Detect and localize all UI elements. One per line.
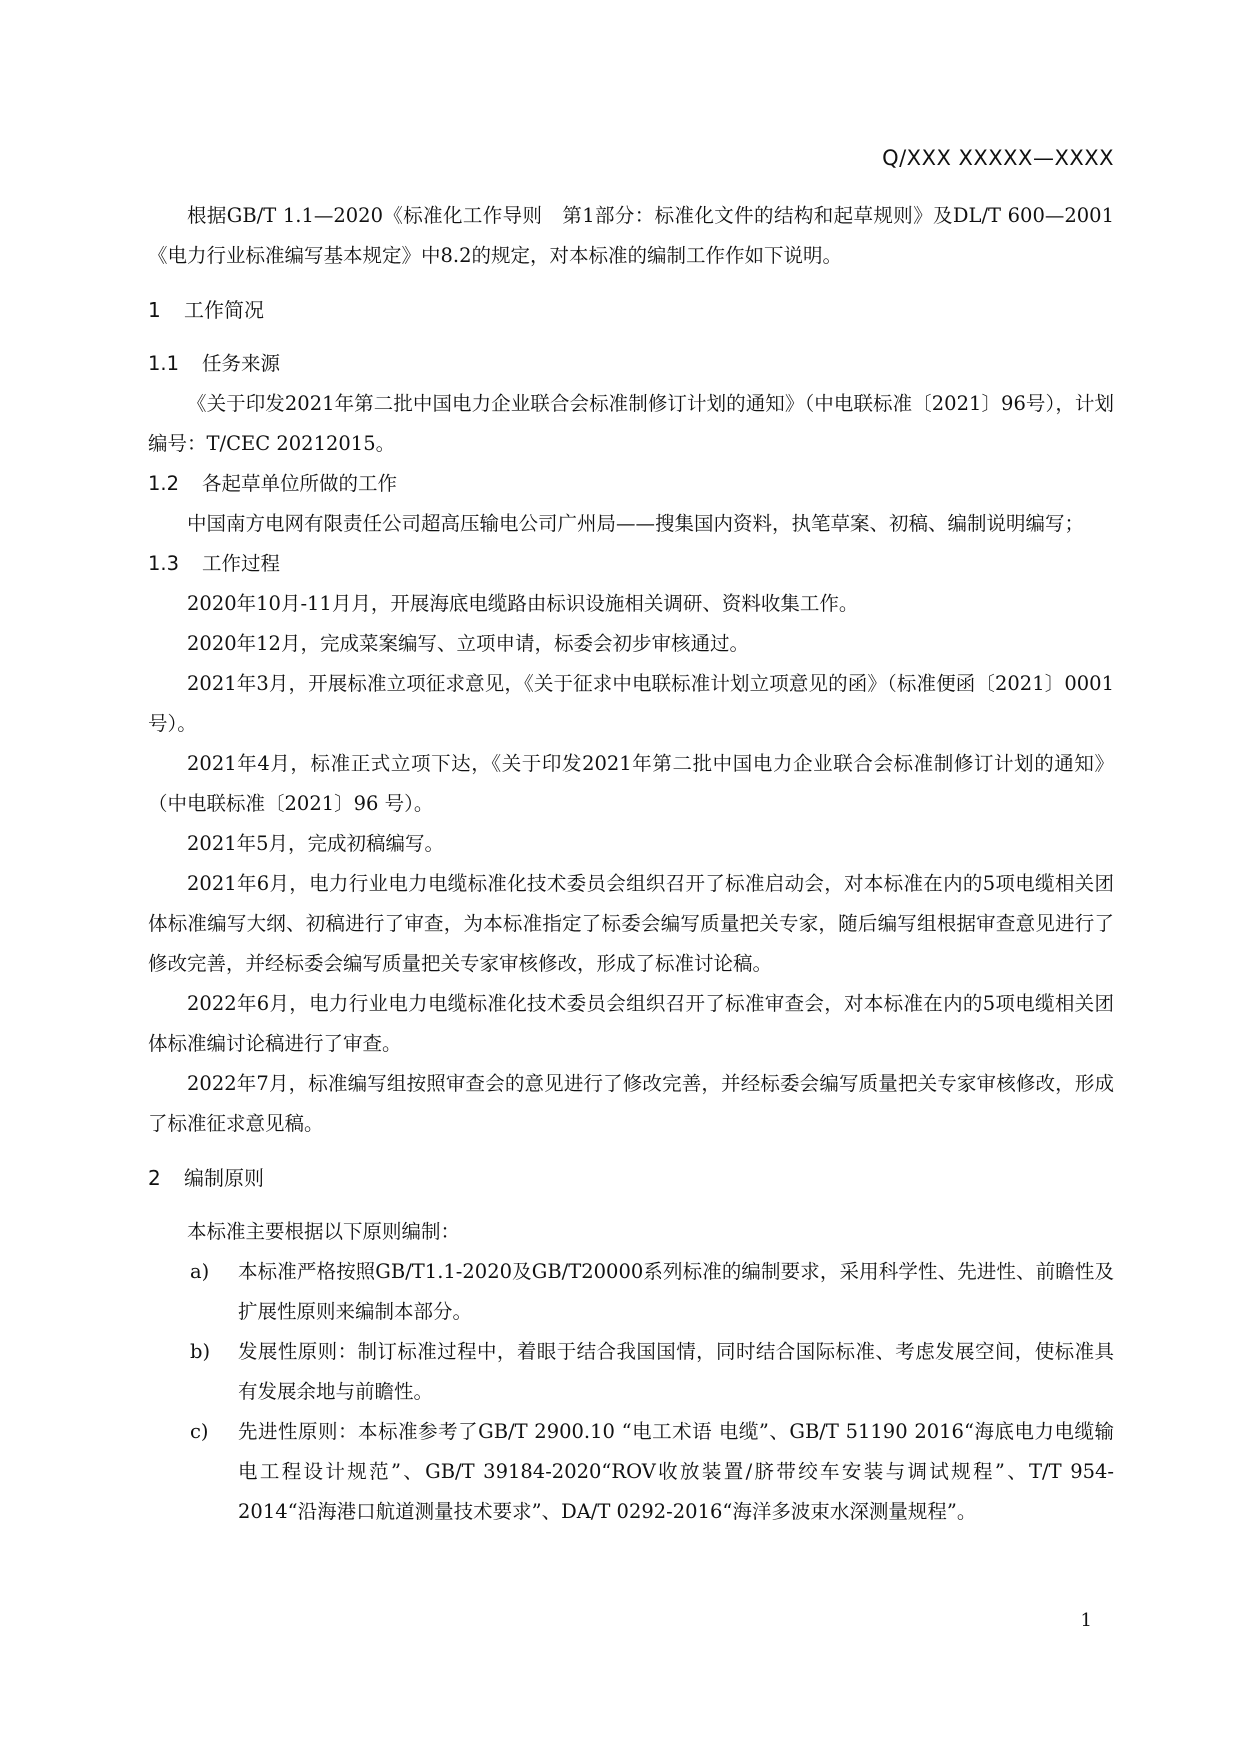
paragraph: 2022年7月，标准编写组按照审查会的意见进行了修改完善，并经标委会编写质量把关专家审核修改，形成了标准征求意见稿。 — [148, 1072, 1114, 1135]
section-number: 1.1 — [148, 352, 180, 375]
list-item-text: 先进性原则：本标准参考了GB/T 2900.10 “电工术语 电缆”、GB/T 51190 2016“海底电力电缆输电工程设计规范”、GB/T 39184-2020“ROV收放装置/脐带绞车安装与调试规程”、T/T 954-2014“沿海港口航道测量技术要求”、DA/T 0292-2016“海洋多波束水深测量规程”。 — [238, 1420, 1114, 1523]
section-title: 工作简况 — [184, 298, 264, 322]
section-1-2-heading — [148, 464, 1114, 504]
list-item — [148, 1412, 1114, 1532]
section-title: 编制原则 — [184, 1166, 264, 1190]
page-number: 1 — [1080, 1610, 1092, 1631]
document-code: Q/XXX XXXXX—XXXX — [882, 146, 1114, 170]
list-marker: a) — [190, 1260, 210, 1283]
paragraph: 2020年12月，完成菜案编写、立项申请，标委会初步审核通过。 — [187, 632, 749, 655]
section-number: 1 — [148, 298, 161, 322]
section-number: 2 — [148, 1166, 161, 1190]
document-body — [148, 196, 1114, 1532]
list-item — [148, 1332, 1114, 1412]
section-title: 任务来源 — [202, 352, 281, 375]
list-item — [148, 1252, 1114, 1332]
paragraph: 《关于印发2021年第二批中国电力企业联合会标准制修订计划的通知》（中电联标准〔2021〕96号），计划编号：T/CEC 20212015。 — [148, 392, 1114, 455]
list-marker: b) — [190, 1340, 211, 1363]
section-title: 各起草单位所做的工作 — [202, 472, 398, 495]
section-number: 1.2 — [148, 472, 180, 495]
paragraph: 中国南方电网有限责任公司超高压输电公司广州局——搜集国内资料，执笔草案、初稿、编制说明编写； — [187, 512, 1085, 535]
section-1-heading — [148, 290, 1114, 330]
section-2-heading — [148, 1158, 1114, 1198]
paragraph: 本标准主要根据以下原则编制： — [187, 1220, 461, 1243]
paragraph: 2021年4月，标准正式立项下达，《关于印发2021年第二批中国电力企业联合会标准制修订计划的通知》（中电联标准〔2021〕96 号）。 — [148, 752, 1114, 815]
section-1-3-heading — [148, 544, 1114, 584]
section-1-1-heading — [148, 344, 1114, 384]
paragraph: 2021年6月，电力行业电力电缆标准化技术委员会组织召开了标准启动会，对本标准在内的5项电缆相关团体标准编写大纲、初稿进行了审查，为本标准指定了标委会编写质量把关专家，随后编写组根据审查意见进行了修改完善，并经标委会编写质量把关专家审核修改，形成了标准讨论稿。 — [148, 872, 1114, 975]
paragraph: 2022年6月，电力行业电力电缆标准化技术委员会组织召开了标准审查会，对本标准在内的5项电缆相关团体标准编讨论稿进行了审查。 — [148, 992, 1114, 1055]
paragraph: 2021年3月，开展标准立项征求意见，《关于征求中电联标准计划立项意见的函》（标准便函〔2021〕0001号）。 — [148, 672, 1114, 735]
section-title: 工作过程 — [202, 552, 281, 575]
list-item-text: 本标准严格按照GB/T1.1-2020及GB/T20000系列标准的编制要求，采用科学性、先进性、前瞻性及扩展性原则来编制本部分。 — [238, 1260, 1114, 1323]
paragraph: 2020年10月-11月月，开展海底电缆路由标识设施相关调研、资料收集工作。 — [187, 592, 859, 615]
list-item-text: 发展性原则：制订标准过程中，着眼于结合我国国情，同时结合国际标准、考虑发展空间，使标准具有发展余地与前瞻性。 — [238, 1340, 1114, 1403]
section-number: 1.3 — [148, 552, 180, 575]
list-marker: c) — [190, 1420, 209, 1443]
intro-paragraph: 根据GB/T 1.1—2020《标准化工作导则 第1部分：标准化文件的结构和起草规则》及DL/T 600—2001《电力行业标准编写基本规定》中8.2的规定，对本标准的编制工作作如下说明。 — [148, 204, 1114, 267]
paragraph: 2021年5月，完成初稿编写。 — [187, 832, 445, 855]
